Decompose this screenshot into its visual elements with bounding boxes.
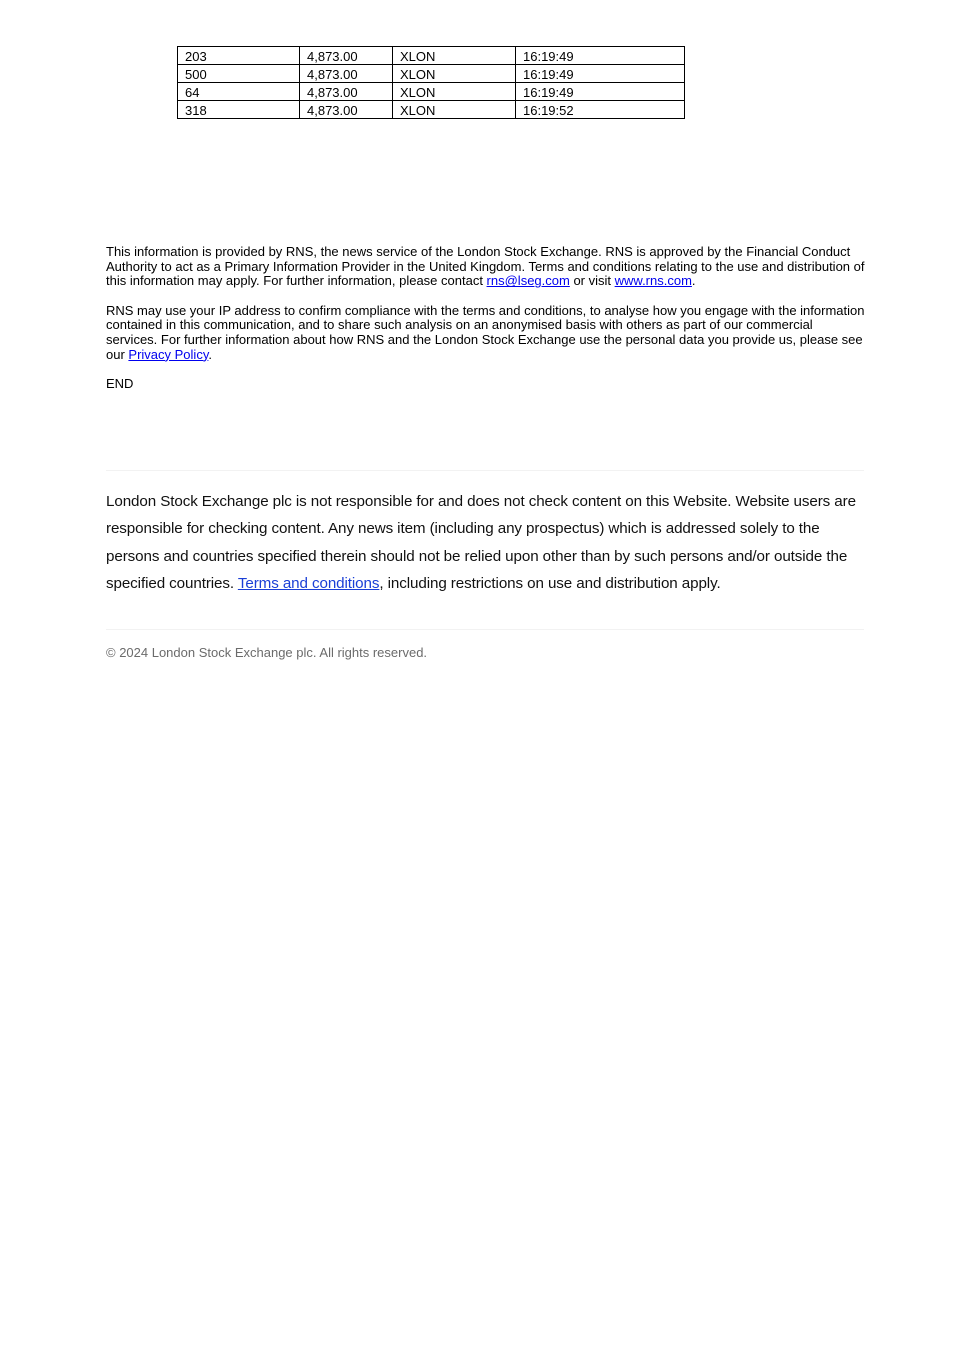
table-row xyxy=(178,47,685,65)
privacy-text: RNS may use your IP address to confirm compliance with the terms and conditions, to analyse how you engage with the information contained in this communication, and to share such analysis on an anonymised basis with others as part of our commercial services. For further information about how RNS and the London Stock Exchange use the personal data you provide us, please see our xyxy=(106,302,865,362)
venue-cell: XLON xyxy=(393,47,516,65)
table-row xyxy=(178,101,685,119)
table-row xyxy=(178,83,685,101)
volume-cell: 318 xyxy=(178,101,300,119)
rns-info-mid-text: or visit xyxy=(569,273,615,289)
email-link[interactable]: rns@lseg.com xyxy=(486,273,570,289)
time-cell: 16:19:52 xyxy=(516,101,685,119)
privacy-end-text: . xyxy=(208,346,212,362)
divider xyxy=(106,629,864,630)
time-cell: 16:19:49 xyxy=(516,65,685,83)
time-cell: 16:19:49 xyxy=(516,83,685,101)
notice-end-text: , including restrictions on use and distribution apply. xyxy=(379,574,721,592)
volume-cell: 203 xyxy=(178,47,300,65)
privacy-policy-link[interactable]: Privacy Policy xyxy=(128,346,209,362)
lse-responsibility-notice xyxy=(106,488,868,597)
end-marker: END xyxy=(106,375,134,391)
price-cell: 4,873.00 xyxy=(300,101,393,119)
volume-cell: 500 xyxy=(178,65,300,83)
rns-disclaimer xyxy=(106,245,866,406)
rns-info-text: This information is provided by RNS, the news service of the London Stock Exchange. RNS is approved by the Financial Conduct Authority to act as a Primary Information Provider in the United Kingdom. Terms and conditions relating to the use and distribution of this information may apply. For further information, please contact xyxy=(106,244,865,289)
price-cell: 4,873.00 xyxy=(300,47,393,65)
table-row xyxy=(178,65,685,83)
copyright-notice: © 2024 London Stock Exchange plc. All rights reserved. xyxy=(106,645,428,660)
venue-cell: XLON xyxy=(393,101,516,119)
terms-and-conditions-link[interactable]: Terms and conditions xyxy=(237,574,380,592)
price-cell: 4,873.00 xyxy=(300,83,393,101)
trades-table xyxy=(177,46,685,119)
rns-info-paragraph xyxy=(106,245,866,289)
rns-info-end-text: . xyxy=(691,273,696,289)
divider xyxy=(106,470,864,471)
venue-cell: XLON xyxy=(393,65,516,83)
volume-cell: 64 xyxy=(178,83,300,101)
time-cell: 16:19:49 xyxy=(516,47,685,65)
venue-cell: XLON xyxy=(393,83,516,101)
website-link[interactable]: www.rns.com xyxy=(614,273,692,289)
notice-text: London Stock Exchange plc is not responsible for and does not check content on this Website. Website users are responsible for checking content. Any news item (including any prospectus) which is addressed solely to the persons and countries specified therein should not be relied upon other than by such persons and/or outside the specified countries. xyxy=(106,493,856,592)
price-cell: 4,873.00 xyxy=(300,65,393,83)
privacy-paragraph xyxy=(106,304,866,363)
